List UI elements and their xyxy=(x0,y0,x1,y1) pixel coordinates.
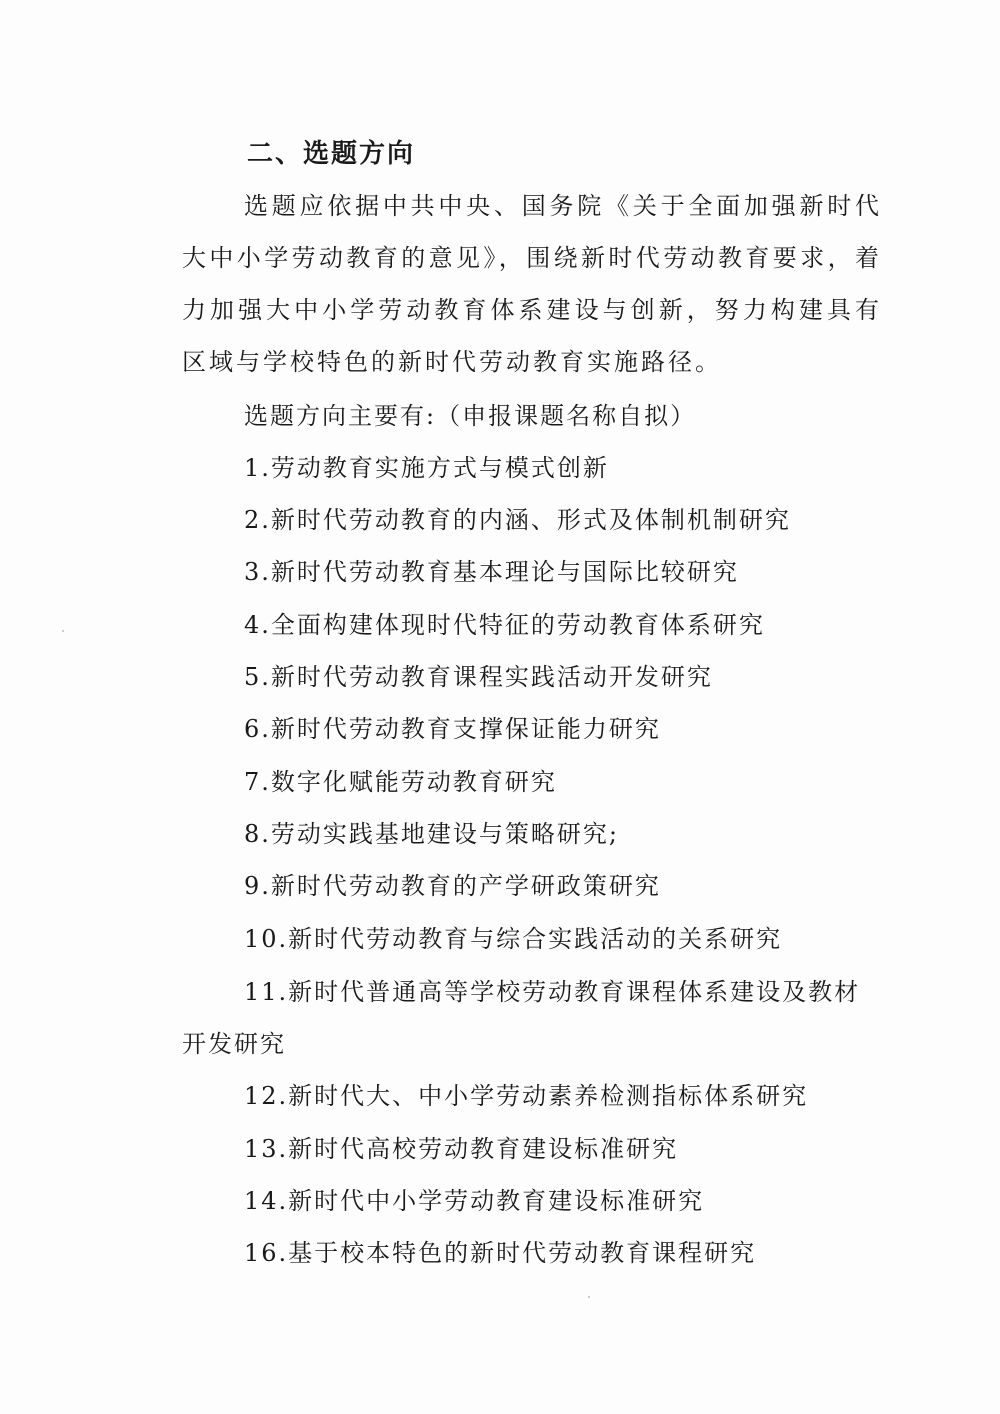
scan-speck xyxy=(62,630,64,632)
section-title: 二、选题方向 xyxy=(247,139,416,169)
list-item: 14.新时代中小学劳动教育建设标准研究 xyxy=(244,1187,705,1215)
list-item: 8.劳动实践基地建设与策略研究; xyxy=(244,820,619,848)
list-item: 4.全面构建体现时代特征的劳动教育体系研究 xyxy=(244,611,765,639)
intro-paragraph: 选题应依据中共中央、国务院《关于全面加强新时代大中小学劳动教育的意见》，围绕新时代劳动教育要求，着力加强大中小学劳动教育体系建设与创新，努力构建具有区域与学校特色的新时代劳动教育实施路径。 xyxy=(182,192,882,376)
list-item: 12.新时代大、中小学劳动素养检测指标体系研究 xyxy=(244,1082,809,1110)
list-item: 7.数字化赋能劳动教育研究 xyxy=(244,768,557,796)
list-item: 1.劳动教育实施方式与模式创新 xyxy=(244,454,609,482)
list-item: 9.新时代劳动教育的产学研政策研究 xyxy=(244,872,661,900)
list-item: 11.新时代普通高等学校劳动教育课程体系建设及教材开发研究 xyxy=(182,978,861,1058)
list-item: 3.新时代劳动教育基本理论与国际比较研究 xyxy=(244,558,739,586)
list-item: 2.新时代劳动教育的内涵、形式及体制机制研究 xyxy=(244,506,791,534)
scan-speck xyxy=(588,1296,590,1298)
list-item: 10.新时代劳动教育与综合实践活动的关系研究 xyxy=(244,925,783,953)
list-item: 5.新时代劳动教育课程实践活动开发研究 xyxy=(244,663,713,691)
list-item: 6.新时代劳动教育支撑保证能力研究 xyxy=(244,715,661,743)
list-item: 13.新时代高校劳动教育建设标准研究 xyxy=(244,1135,679,1163)
directions-lead: 选题方向主要有:（申报课题名称自拟） xyxy=(244,402,697,430)
list-item: 16.基于校本特色的新时代劳动教育课程研究 xyxy=(244,1239,757,1267)
